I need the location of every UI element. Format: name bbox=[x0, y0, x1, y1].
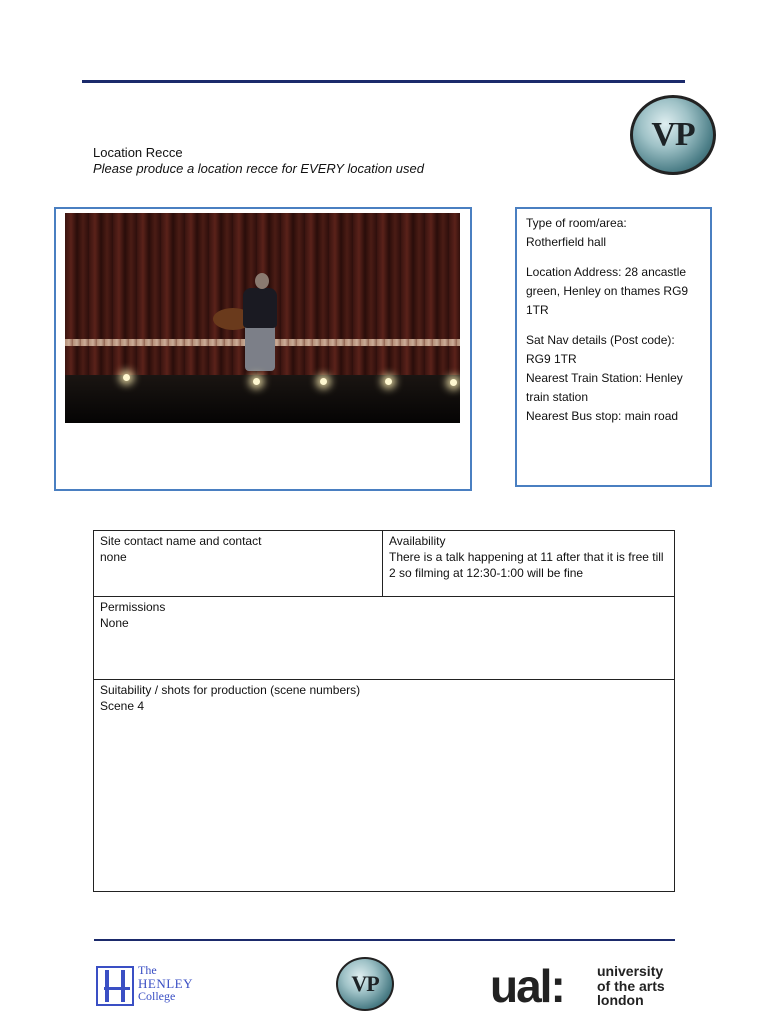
satnav-label: Sat Nav details (Post code): bbox=[526, 333, 675, 347]
henley-the: The bbox=[138, 963, 157, 977]
satnav-value: RG9 1TR bbox=[526, 352, 577, 366]
contact-label: Site contact name and contact bbox=[100, 534, 262, 548]
suitability-value: Scene 4 bbox=[100, 699, 145, 713]
page-subtitle: Please produce a location recce for EVERY location used bbox=[93, 161, 424, 176]
permissions-value: None bbox=[100, 616, 129, 630]
room-type-label: Type of room/area: bbox=[526, 216, 627, 230]
performer-legs bbox=[245, 323, 275, 371]
ual-wordmark bbox=[597, 964, 665, 1008]
nearest-train: Nearest Train Station: Henley train station bbox=[526, 371, 683, 404]
location-photo bbox=[65, 213, 460, 423]
page-title: Location Recce bbox=[93, 145, 183, 160]
vp-logo-text: VP bbox=[651, 116, 695, 153]
ual-line2: of the arts bbox=[597, 977, 665, 994]
vp-logo-footer-text: VP bbox=[351, 971, 379, 996]
henley-wordmark bbox=[138, 964, 193, 1003]
stage-light bbox=[320, 378, 327, 385]
availability-value: There is a talk happening at 11 after that it is free till 2 so filming at 12:30-1:00 will be fine bbox=[389, 550, 664, 580]
suitability-label: Suitability / shots for production (scene numbers) bbox=[100, 683, 361, 697]
suitability-cell bbox=[94, 680, 674, 891]
henley-college: College bbox=[138, 989, 176, 1003]
contact-value: none bbox=[100, 550, 127, 564]
room-type-value: Rotherfield hall bbox=[526, 235, 607, 249]
stage-light bbox=[123, 374, 130, 381]
ual-line3: london bbox=[597, 992, 644, 1008]
footer-rule bbox=[94, 939, 675, 941]
availability-cell bbox=[383, 531, 674, 597]
stage-floor bbox=[65, 375, 460, 423]
nearest-bus: Nearest Bus stop: main road bbox=[526, 409, 679, 423]
henley-college-logo bbox=[96, 964, 196, 1008]
location-address: Location Address: 28 ancastle green, Henley on thames RG9 1TR bbox=[526, 265, 689, 317]
recce-table bbox=[93, 530, 675, 892]
stage-light bbox=[385, 378, 392, 385]
header-rule bbox=[82, 80, 685, 83]
stage-light bbox=[450, 379, 457, 386]
ual-logo bbox=[490, 962, 680, 1010]
performer-body bbox=[243, 288, 277, 328]
stage-light bbox=[253, 378, 260, 385]
permissions-label: Permissions bbox=[100, 600, 166, 614]
availability-label: Availability bbox=[389, 534, 446, 548]
vp-logo bbox=[630, 95, 716, 175]
permissions-cell bbox=[94, 597, 674, 680]
location-info-box bbox=[515, 207, 712, 487]
performer-head bbox=[255, 273, 269, 289]
vp-logo-footer bbox=[336, 957, 394, 1011]
ual-line1: university bbox=[597, 963, 664, 979]
photo-frame bbox=[54, 207, 472, 491]
henley-h-icon bbox=[96, 966, 134, 1006]
contact-cell bbox=[94, 531, 383, 597]
henley-name: HENLEY bbox=[138, 976, 193, 991]
ual-mark: ual: bbox=[490, 960, 564, 1012]
